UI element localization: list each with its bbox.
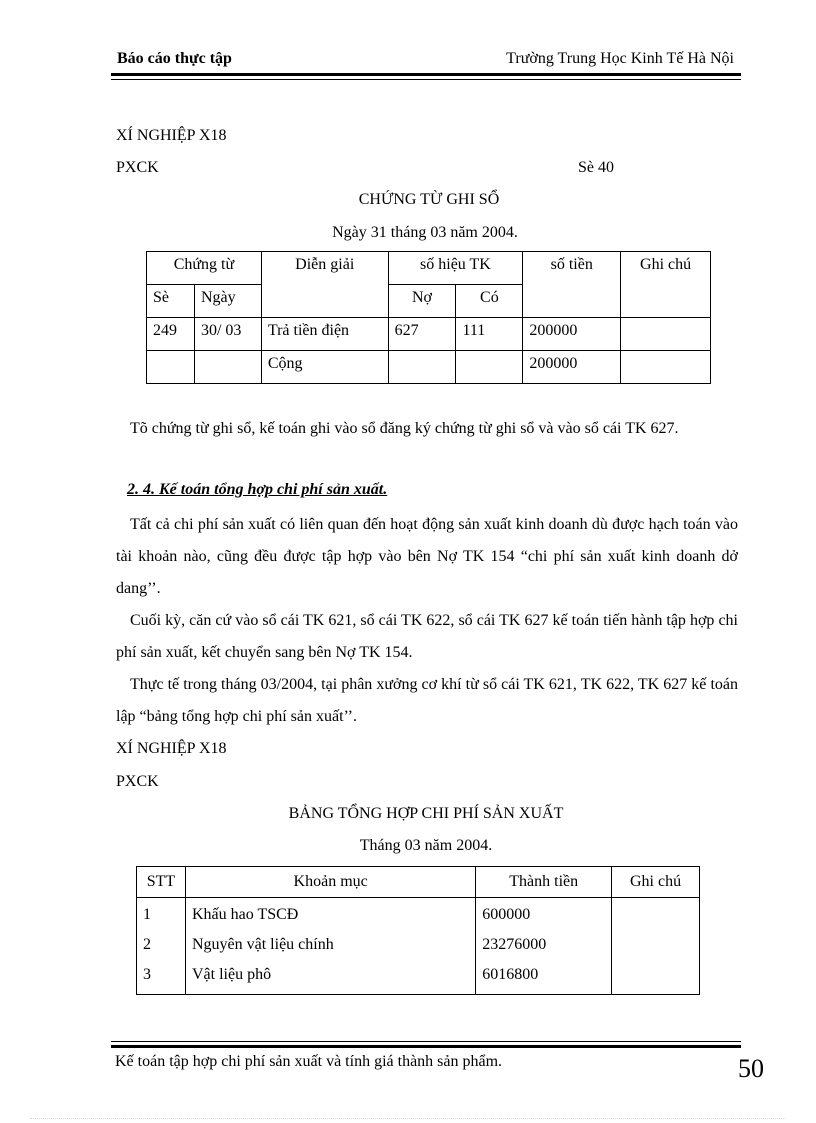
table-row [147,252,711,285]
summary-table [136,866,700,995]
cell-stt: 2 [143,936,151,953]
footer-rule-thin [111,1041,741,1042]
paragraph: Tất cả chi phí sản xuất có liên quan đến hoạt động sản xuất kinh doanh dù được hạch toán vào tài khoản nào, cũng đều được tập hợp vào bên Nợ TK 154 “chi phí sản xuất kinh doanh dở dang’’. [116,516,738,597]
paragraph: Tõ chứng từ ghi sổ, kế toán ghi vào sổ đăng ký chứng từ ghi sổ và vào sổ cái TK 627. [130,420,679,437]
company-name: XÍ NGHIỆP X18 [116,127,227,144]
col-header-account: số hiệu TK [388,252,523,285]
table-row [147,351,711,384]
header-right: Trường Trung Học Kinh Tế Hà Nội [506,50,734,67]
header-rule [111,73,741,76]
col-header-credit: Có [456,285,523,318]
cell-debit: 627 [388,318,456,351]
col-header-item: Khoản mục [185,867,475,898]
cell-item: Vật liệu phô [191,966,272,983]
table-body [137,898,700,995]
col-header-amount: số tiền [523,252,621,318]
cell-amount: 600000 [482,906,531,923]
company-name: XÍ NGHIỆP X18 [116,740,227,757]
col-header-debit: Nợ [388,285,456,318]
voucher-number: Sè 40 [578,159,614,176]
summary-title: BẢNG TỔNG HỢP CHI PHÍ SẢN XUẤT [288,805,564,822]
page-number: 50 [738,1054,764,1083]
department: PXCK [116,159,159,176]
footer-rule [111,1045,741,1048]
cell-credit: 111 [456,318,523,351]
summary-date: Tháng 03 năm 2004. [359,837,493,854]
col-header-description: Diễn giải [261,252,388,318]
voucher-table [146,251,711,384]
table-row [147,318,711,351]
cell-note [621,318,711,351]
cell-amount: 23276000 [482,936,547,953]
cell-stt: 1 [143,906,151,923]
paragraph: Thực tế trong tháng 03/2004, tại phân xưởng cơ khí từ sổ cái TK 621, TK 622, TK 627 kế toán lập “bảng tổng hợp chi phí sản xuất’’. [116,676,738,725]
cell-item: Nguyên vật liệu chính [191,936,334,953]
voucher-date: Ngày 31 tháng 03 năm 2004. [332,224,518,241]
cell-stt: 3 [143,966,151,983]
cell-total-label: Cộng [261,351,388,384]
col-header-date: Ngày [194,285,261,318]
col-header-note: Ghi chú [621,252,711,318]
department: PXCK [116,773,159,790]
page-edge [30,1118,786,1119]
col-header-number: Sè [147,285,195,318]
col-header-document: Chứng từ [147,252,262,285]
cell-total-amount: 200000 [523,351,621,384]
cell-number: 249 [147,318,195,351]
cell-date: 30/ 03 [194,318,261,351]
cell-item: Khấu hao TSCĐ [191,906,299,923]
table-row [137,867,700,898]
footer-text: Kế toán tập hợp chi phí sản xuất và tính giá thành sản phẩm. [115,1053,503,1070]
cell-amount: 6016800 [482,966,539,983]
header-left: Báo cáo thực tập [117,50,232,67]
col-header-note: Ghi chú [612,867,700,898]
header-rule-thin [111,79,741,80]
cell-amount: 200000 [523,318,621,351]
paragraph: Cuối kỳ, căn cứ vào sổ cái TK 621, sổ cái TK 622, sổ cái TK 627 kế toán tiến hành tập hợp chi phí sản xuất, kết chuyển sang bên Nợ TK 154. [116,612,738,661]
col-header-stt: STT [137,867,186,898]
voucher-title: CHỨNG TỪ GHI SỔ [358,191,500,208]
col-header-amount: Thành tiền [476,867,612,898]
section-heading: 2. 4. Kế toán tổng hợp chi phí sản xuất. [127,481,388,498]
cell-description: Trả tiền điện [261,318,388,351]
